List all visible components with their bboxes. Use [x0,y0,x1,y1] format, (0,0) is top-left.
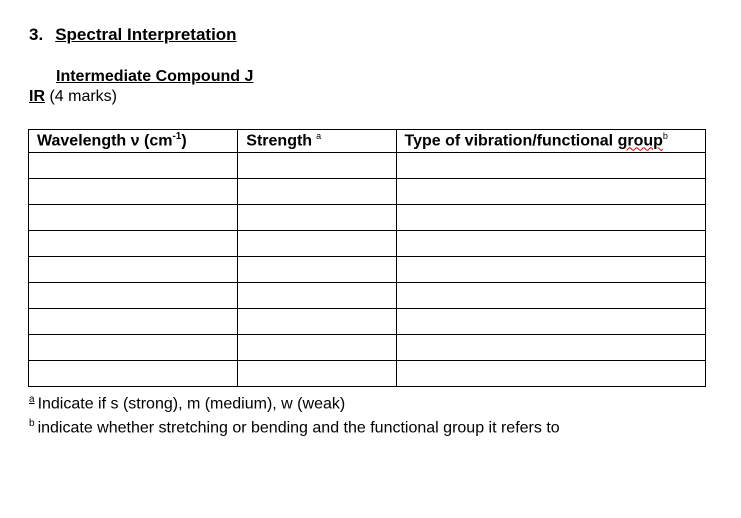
header-vibration-mark: b [662,131,668,142]
table-header-row [29,130,706,153]
table-row [29,231,706,257]
ir-label: IR [29,88,45,105]
table-row [29,153,706,179]
vibration-cell[interactable] [396,361,705,387]
header-strength [238,130,396,153]
ir-marks: (4 marks) [45,88,117,105]
footnote-a-mark: a [29,394,35,405]
header-strength-text: Strength [246,132,313,150]
section-number: 3. [29,25,44,44]
wavelength-cell[interactable] [29,257,238,283]
strength-cell[interactable] [238,205,396,231]
header-wavelength-text: Wavelength ν (cm [37,132,173,150]
header-wavelength-suffix: ) [181,132,187,150]
wavelength-cell[interactable] [29,283,238,309]
strength-cell[interactable] [238,153,396,179]
table-row [29,205,706,231]
wavelength-cell[interactable] [29,361,238,387]
vibration-cell[interactable] [396,283,705,309]
footnotes [29,390,560,439]
footnote-b-text: indicate whether stretching or bending and the functional group it refers to [37,419,560,437]
wavelength-cell[interactable] [29,309,238,335]
ir-line [29,88,117,106]
table-row [29,335,706,361]
strength-cell[interactable] [238,179,396,205]
strength-cell[interactable] [238,361,396,387]
wavelength-cell[interactable] [29,179,238,205]
strength-cell[interactable] [238,309,396,335]
table-row [29,309,706,335]
compound-heading: Intermediate Compound J [56,68,254,85]
vibration-cell[interactable] [396,179,705,205]
header-wavelength [29,130,238,153]
strength-cell[interactable] [238,231,396,257]
vibration-cell[interactable] [396,257,705,283]
header-strength-mark: a [316,131,322,142]
vibration-cell[interactable] [396,309,705,335]
header-wavelength-sup: -1 [172,131,182,143]
footnote-b [29,414,560,438]
strength-cell[interactable] [238,283,396,309]
header-vibration-text: Type of vibration/functional [404,132,618,150]
vibration-cell[interactable] [396,231,705,257]
wavelength-cell[interactable] [29,231,238,257]
table-row [29,361,706,387]
footnote-a [29,390,560,414]
vibration-cell[interactable] [396,205,705,231]
vibration-cell[interactable] [396,335,705,361]
footnote-a-text: Indicate if s (strong), m (medium), w (weak) [37,395,346,413]
strength-cell[interactable] [238,335,396,361]
section-heading [29,25,237,45]
wavelength-cell[interactable] [29,205,238,231]
wavelength-cell[interactable] [29,153,238,179]
header-vibration-type [396,130,705,153]
section-title: Spectral Interpretation [55,25,237,44]
strength-cell[interactable] [238,257,396,283]
table-row [29,257,706,283]
header-vibration-squiggle-word: group [617,132,663,150]
table-row [29,283,706,309]
wavelength-cell[interactable] [29,335,238,361]
table-row [29,179,706,205]
vibration-cell[interactable] [396,153,705,179]
footnote-b-mark: b [29,418,35,430]
ir-table [28,129,706,387]
